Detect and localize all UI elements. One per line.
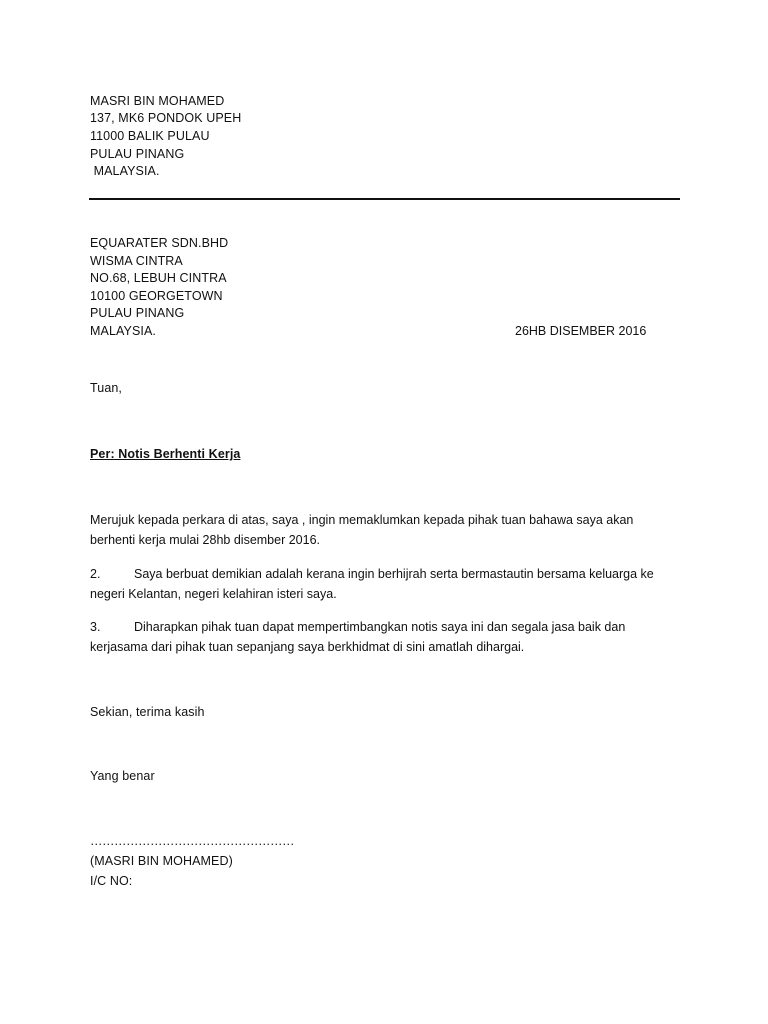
paragraph-text: Diharapkan pihak tuan dapat mempertimbangkan notis saya ini dan segala jasa baik dan kerjasama dari pihak tuan sepanjang saya berkhidmat di sini amatlah dihargai. <box>90 620 626 654</box>
signer-name: (MASRI BIN MOHAMED) <box>90 854 233 868</box>
paragraph-text: Saya berbuat demikian adalah kerana ingin berhijrah serta bermastautin bersama keluarga ke negeri Kelantan, negeri kelahiran isteri saya. <box>90 567 654 601</box>
ic-number-label: I/C NO: <box>90 874 133 888</box>
sender-name: MASRI BIN MOHAMED <box>90 94 225 108</box>
paragraph-number: 3. <box>90 620 101 634</box>
recipient-country: MALAYSIA. <box>90 324 156 338</box>
recipient-city: 10100 GEORGETOWN <box>90 289 223 303</box>
recipient-company: EQUARATER SDN.BHD <box>90 236 229 250</box>
paragraph-number: 2. <box>90 567 101 581</box>
letter-date: 26HB DISEMBER 2016 <box>515 324 647 338</box>
sender-address-line1: 137, MK6 PONDOK UPEH <box>90 111 242 125</box>
body-paragraph-2 <box>90 564 675 604</box>
recipient-state: PULAU PINANG <box>90 306 185 320</box>
closing: Sekian, terima kasih <box>90 705 205 719</box>
recipient-building: WISMA CINTRA <box>90 254 183 268</box>
header-divider <box>89 198 680 200</box>
subject-line: Per: Notis Berhenti Kerja <box>90 447 241 461</box>
signature-line: …………………………………………… <box>90 834 294 848</box>
sender-state: PULAU PINANG <box>90 147 185 161</box>
sender-country: MALAYSIA. <box>90 164 160 178</box>
salutation: Tuan, <box>90 381 123 395</box>
sender-address-line2: 11000 BALIK PULAU <box>90 129 210 143</box>
body-paragraph-1: Merujuk kepada perkara di atas, saya , ingin memaklumkan kepada pihak tuan bahawa saya akan berhenti kerja mulai 28hb disember 2016. <box>90 513 634 547</box>
sign-off: Yang benar <box>90 769 155 783</box>
body-paragraph-3 <box>90 617 675 657</box>
recipient-street: NO.68, LEBUH CINTRA <box>90 271 227 285</box>
